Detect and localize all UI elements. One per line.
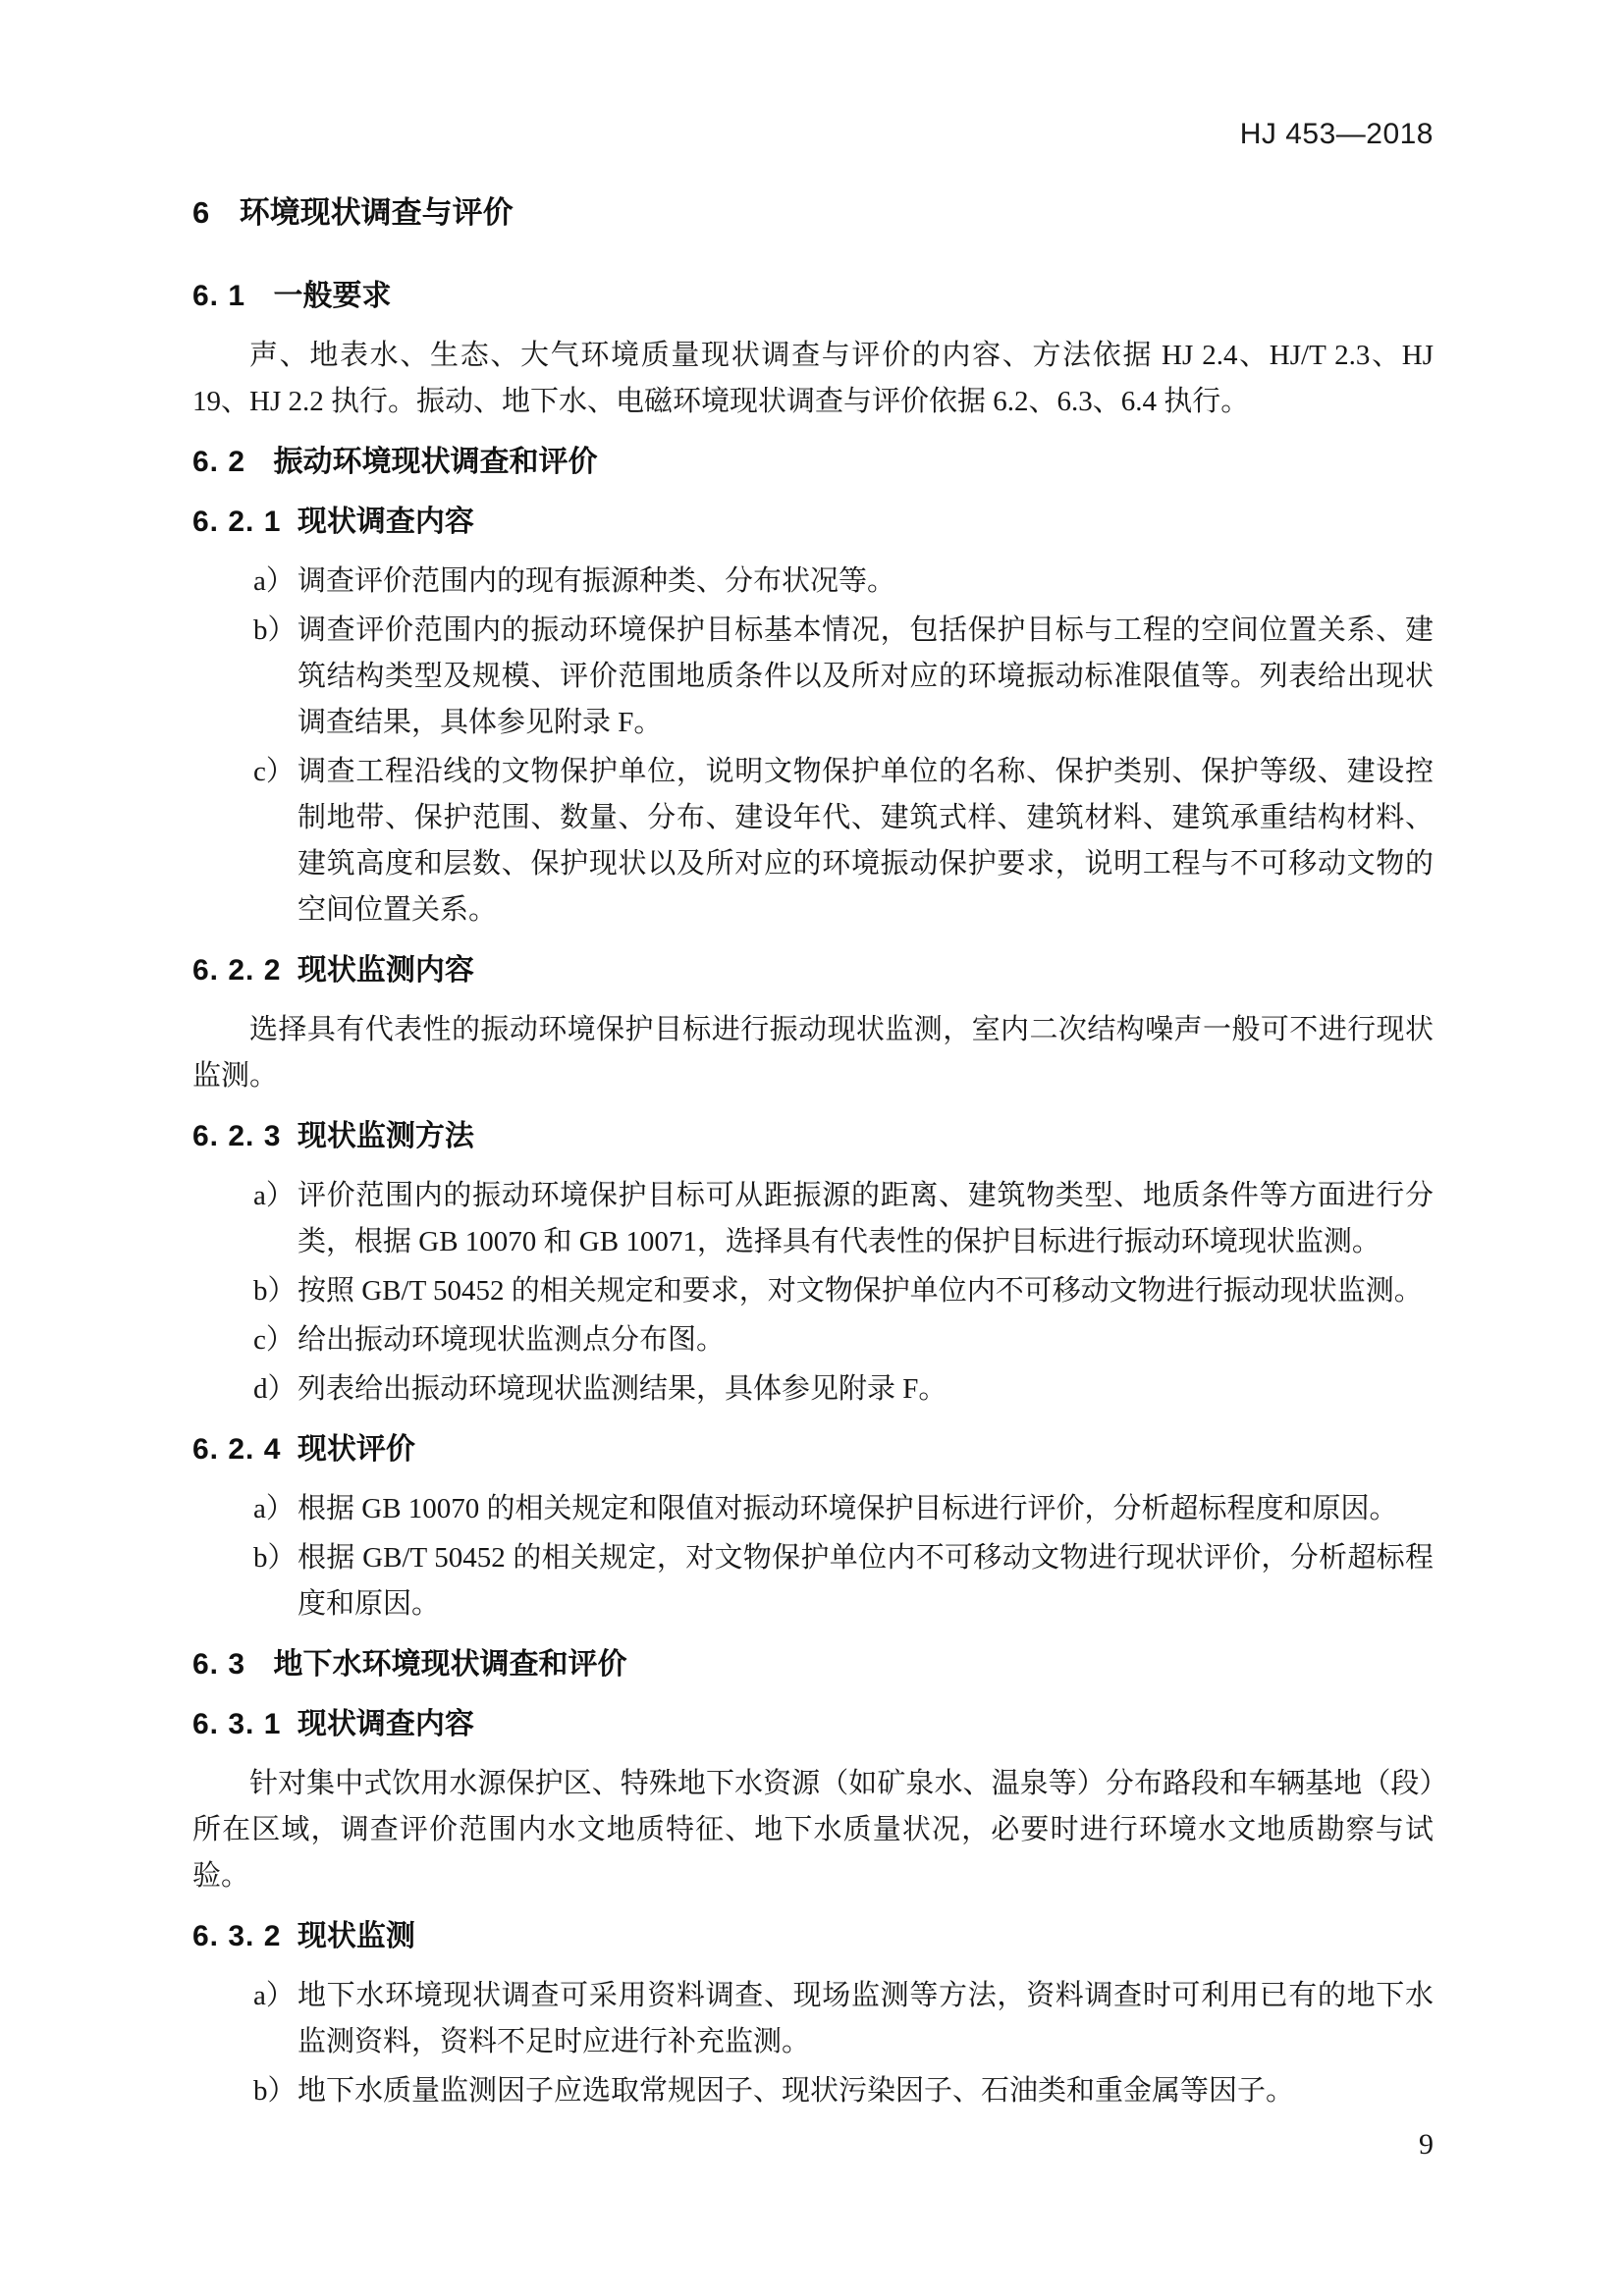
heading-number: 6. 2. 2 bbox=[192, 954, 282, 987]
section-heading bbox=[192, 499, 1434, 545]
list-item-text: 按照 GB/T 50452 的相关规定和要求，对文物保护单位内不可移动文物进行振动现状监测。 bbox=[298, 1275, 1423, 1307]
list-item-text: 根据 GB 10070 的相关规定和限值对振动环境保护目标进行评价，分析超标程度和原因。 bbox=[298, 1493, 1398, 1524]
heading-number: 6. 1 bbox=[192, 280, 246, 312]
page-footer bbox=[1419, 2121, 1434, 2167]
list-item bbox=[192, 1317, 1434, 1363]
heading-number: 6. 2 bbox=[192, 446, 246, 478]
section-heading bbox=[192, 1113, 1434, 1159]
standard-number: HJ 453—2018 bbox=[1239, 118, 1434, 150]
heading-number: 6. 2. 4 bbox=[192, 1433, 282, 1466]
paragraph: 声、地表水、生态、大气环境质量现状调查与评价的内容、方法依据 HJ 2.4、HJ/T 2.3、HJ 19、HJ 2.2 执行。振动、地下水、电磁环境现状调查与评价依据 6.2、6.3、6.4 执行。 bbox=[192, 340, 1434, 417]
list-item-marker: b） bbox=[253, 614, 297, 646]
list-item-text: 地下水质量监测因子应选取常规因子、现状污染因子、石油类和重金属等因子。 bbox=[298, 2075, 1295, 2107]
section-heading bbox=[192, 189, 1434, 236]
list-item bbox=[192, 559, 1434, 605]
paragraph: 选择具有代表性的振动环境保护目标进行振动现状监测，室内二次结构噪声一般可不进行现状监测。 bbox=[192, 1014, 1434, 1092]
list-item-text: 评价范围内的振动环境保护目标可从距振源的距离、建筑物类型、地质条件等方面进行分类，根据 GB 10070 和 GB 10071，选择具有代表性的保护目标进行振动环境现状监测。 bbox=[298, 1180, 1434, 1257]
heading-title: 地下水环境现状调查和评价 bbox=[273, 1648, 627, 1681]
list-item-marker: a） bbox=[253, 565, 295, 597]
list-item bbox=[192, 1268, 1434, 1314]
list-item bbox=[192, 608, 1434, 746]
heading-number: 6. 2. 3 bbox=[192, 1120, 282, 1152]
list-item bbox=[192, 1366, 1434, 1413]
list-item bbox=[192, 2068, 1434, 2114]
list-item bbox=[192, 1173, 1434, 1265]
list-item bbox=[192, 1973, 1434, 2065]
list-item-text: 根据 GB/T 50452 的相关规定，对文物保护单位内不可移动文物进行现状评价，分析超标程度和原因。 bbox=[298, 1542, 1434, 1620]
list-item-text: 列表给出振动环境现状监测结果，具体参见附录 F。 bbox=[298, 1373, 947, 1405]
heading-title: 环境现状调查与评价 bbox=[239, 195, 514, 230]
list-item-marker: b） bbox=[253, 2075, 297, 2107]
document-content bbox=[192, 189, 1434, 2114]
list-item-text: 地下水环境现状调查可采用资料调查、现场监测等方法，资料调查时可利用已有的地下水监测资料，资料不足时应进行补充监测。 bbox=[298, 1980, 1434, 2057]
list-item-marker: a） bbox=[253, 1180, 295, 1211]
list-item-text: 调查评价范围内的振动环境保护目标基本情况，包括保护目标与工程的空间位置关系、建筑结构类型及规模、评价范围地质条件以及所对应的环境振动标准限值等。列表给出现状调查结果，具体参见附录 F。 bbox=[298, 614, 1434, 738]
list-item-marker: c） bbox=[253, 1324, 295, 1356]
list-item-marker: c） bbox=[253, 756, 295, 787]
section-heading bbox=[192, 439, 1434, 485]
page-number: 9 bbox=[1419, 2128, 1434, 2161]
list-item bbox=[192, 749, 1434, 934]
heading-title: 现状评价 bbox=[297, 1433, 415, 1466]
paragraph: 针对集中式饮用水源保护区、特殊地下水资源（如矿泉水、温泉等）分布路段和车辆基地（段）所在区域，调查评价范围内水文地质特征、地下水质量状况，必要时进行环境水文地质勘察与试验。 bbox=[192, 1768, 1434, 1892]
heading-title: 现状监测内容 bbox=[297, 954, 474, 987]
section-heading bbox=[192, 1641, 1434, 1687]
heading-number: 6. 3 bbox=[192, 1648, 246, 1681]
heading-title: 现状监测 bbox=[297, 1920, 415, 1952]
list-item-text: 调查工程沿线的文物保护单位，说明文物保护单位的名称、保护类别、保护等级、建设控制地带、保护范围、数量、分布、建设年代、建筑式样、建筑材料、建筑承重结构材料、建筑高度和层数、保护现状以及所对应的环境振动保护要求，说明工程与不可移动文物的空间位置关系。 bbox=[298, 756, 1434, 926]
list-item-text: 调查评价范围内的现有振源种类、分布状况等。 bbox=[298, 565, 896, 597]
list-item-marker: a） bbox=[253, 1493, 295, 1524]
ordered-list bbox=[192, 1973, 1434, 2114]
list-item bbox=[192, 1535, 1434, 1628]
heading-title: 现状监测方法 bbox=[297, 1120, 474, 1152]
section-heading bbox=[192, 1913, 1434, 1959]
section-heading bbox=[192, 1701, 1434, 1747]
list-item-marker: b） bbox=[253, 1275, 297, 1307]
list-item-marker: a） bbox=[253, 1980, 295, 2011]
heading-number: 6. 2. 1 bbox=[192, 506, 282, 538]
ordered-list bbox=[192, 559, 1434, 934]
section-heading bbox=[192, 947, 1434, 993]
heading-title: 一般要求 bbox=[273, 280, 392, 312]
list-item-marker: d） bbox=[253, 1373, 297, 1405]
section-heading bbox=[192, 273, 1434, 319]
list-item-marker: b） bbox=[253, 1542, 297, 1574]
section-heading bbox=[192, 1426, 1434, 1472]
ordered-list bbox=[192, 1486, 1434, 1628]
heading-title: 现状调查内容 bbox=[297, 1708, 474, 1740]
list-item bbox=[192, 1486, 1434, 1532]
heading-title: 现状调查内容 bbox=[297, 506, 474, 538]
heading-number: 6. 3. 2 bbox=[192, 1920, 282, 1952]
ordered-list bbox=[192, 1173, 1434, 1413]
heading-number: 6 bbox=[192, 195, 211, 230]
heading-title: 振动环境现状调查和评价 bbox=[273, 446, 598, 478]
document-header bbox=[192, 111, 1434, 157]
heading-number: 6. 3. 1 bbox=[192, 1708, 282, 1740]
list-item-text: 给出振动环境现状监测点分布图。 bbox=[298, 1324, 726, 1356]
